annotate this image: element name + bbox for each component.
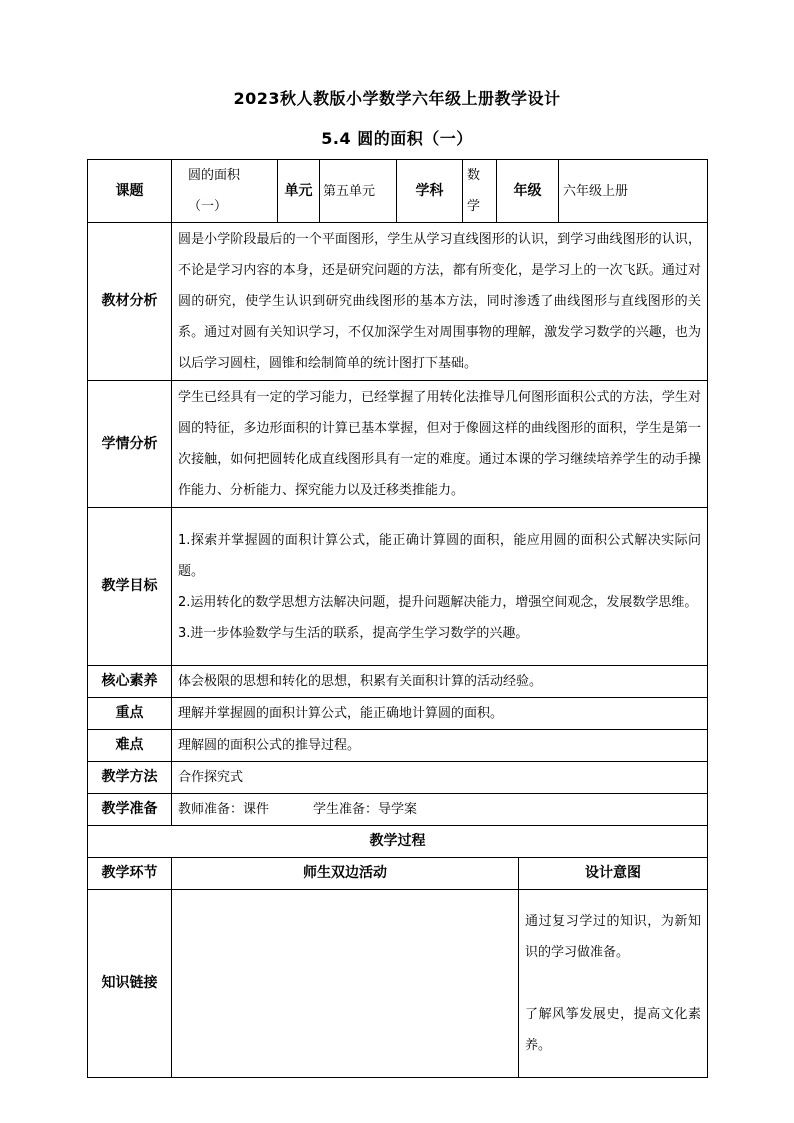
learner-analysis-text: 学生已经具有一定的学习能力，已经掌握了用转化法推导几何图形面积公式的方法，学生对圆的特征，多边形面积的计算已基本掌握，但对于像圆这样的曲线图形的面积，学生是第一次接触，如何把圆转化成直线图形具有一定的难度。通过本课的学习继续培养学生的动手操作能力、分析能力、探究能力以及迁移类推能力。 xyxy=(172,381,708,508)
student-preparation: 学生准备：导学案 xyxy=(313,802,418,817)
lesson-title: 5.4 圆的面积（一） xyxy=(321,129,473,148)
method-label: 教学方法 xyxy=(88,762,172,794)
teacher-preparation: 教师准备：课件 xyxy=(178,802,270,817)
topic-value: 圆的面积（一） xyxy=(172,160,278,223)
process-header-row xyxy=(88,826,708,858)
info-row xyxy=(88,160,708,223)
process-intent xyxy=(519,890,708,1078)
intent-text: 了解风筝发展史，提高文化素养。 xyxy=(525,1007,702,1053)
textbook-analysis-text: 圆是小学阶段最后的一个平面图形，学生从学习直线图形的认识，到学习曲线图形的认识，不论是学习内容的本身，还是研究问题的方法，都有所变化，是学习上的一次飞跃。通过对圆的研究，使学生认识到研究曲线图形的基本方法，同时渗透了曲线图形与直线图形的关系。通过对圆有关知识学习，不仅加深学生对周围事物的理解，激发学习数学的兴趣，也为以后学习圆柱，圆锥和绘制简单的统计图打下基础。 xyxy=(172,223,708,381)
activity-column-header: 师生双边活动 xyxy=(172,858,519,890)
key-point-row xyxy=(88,698,708,730)
document-title: 2023秋人教版小学数学六年级上册教学设计 xyxy=(233,89,561,108)
preparation-row xyxy=(88,794,708,826)
objective-item: 1.探索并掌握圆的面积计算公式，能正确计算圆的面积，能应用圆的面积公式解决实际问题。 xyxy=(178,532,702,579)
difficulty-row xyxy=(88,730,708,762)
lesson-plan-table xyxy=(87,159,708,1078)
stage-column-header: 教学环节 xyxy=(88,858,172,890)
objectives-row xyxy=(88,508,708,666)
objectives-text xyxy=(172,508,708,666)
objective-item: 3.进一步体验数学与生活的联系，提高学生学习数学的兴趣。 xyxy=(178,625,529,641)
learner-analysis-label: 学情分析 xyxy=(88,381,172,508)
core-literacy-label: 核心素养 xyxy=(88,666,172,698)
core-literacy-row xyxy=(88,666,708,698)
topic-label: 课题 xyxy=(88,160,172,223)
unit-value: 第五单元 xyxy=(320,160,397,223)
objectives-label: 教学目标 xyxy=(88,508,172,666)
textbook-analysis-row xyxy=(88,223,708,381)
difficulty-label: 难点 xyxy=(88,730,172,762)
preparation-label: 教学准备 xyxy=(88,794,172,826)
process-stage: 知识链接 xyxy=(88,890,172,1078)
unit-label: 单元 xyxy=(278,160,320,223)
key-point-label: 重点 xyxy=(88,698,172,730)
difficulty-text: 理解圆的面积公式的推导过程。 xyxy=(172,730,708,762)
process-activity xyxy=(172,890,519,1078)
learner-analysis-row xyxy=(88,381,708,508)
grade-value: 六年级上册 xyxy=(559,160,708,223)
objective-item: 2.运用转化的数学思想方法解决问题，提升问题解决能力，增强空间观念，发展数学思维。 xyxy=(178,594,698,610)
core-literacy-text: 体会极限的思想和转化的思想，积累有关面积计算的活动经验。 xyxy=(172,666,708,698)
method-text: 合作探究式 xyxy=(172,762,708,794)
method-row xyxy=(88,762,708,794)
grade-label: 年级 xyxy=(497,160,559,223)
process-header: 教学过程 xyxy=(88,826,708,858)
subject-value: 数学 xyxy=(463,160,497,223)
intent-column-header: 设计意图 xyxy=(519,858,708,890)
intent-spacer xyxy=(525,968,701,999)
process-row xyxy=(88,890,708,1078)
key-point-text: 理解并掌握圆的面积计算公式，能正确地计算圆的面积。 xyxy=(172,698,708,730)
textbook-analysis-label: 教材分析 xyxy=(88,223,172,381)
process-columns-row xyxy=(88,858,708,890)
preparation-text xyxy=(172,794,708,826)
subject-label: 学科 xyxy=(397,160,463,223)
intent-text: 通过复习学过的知识，为新知识的学习做准备。 xyxy=(525,914,702,960)
